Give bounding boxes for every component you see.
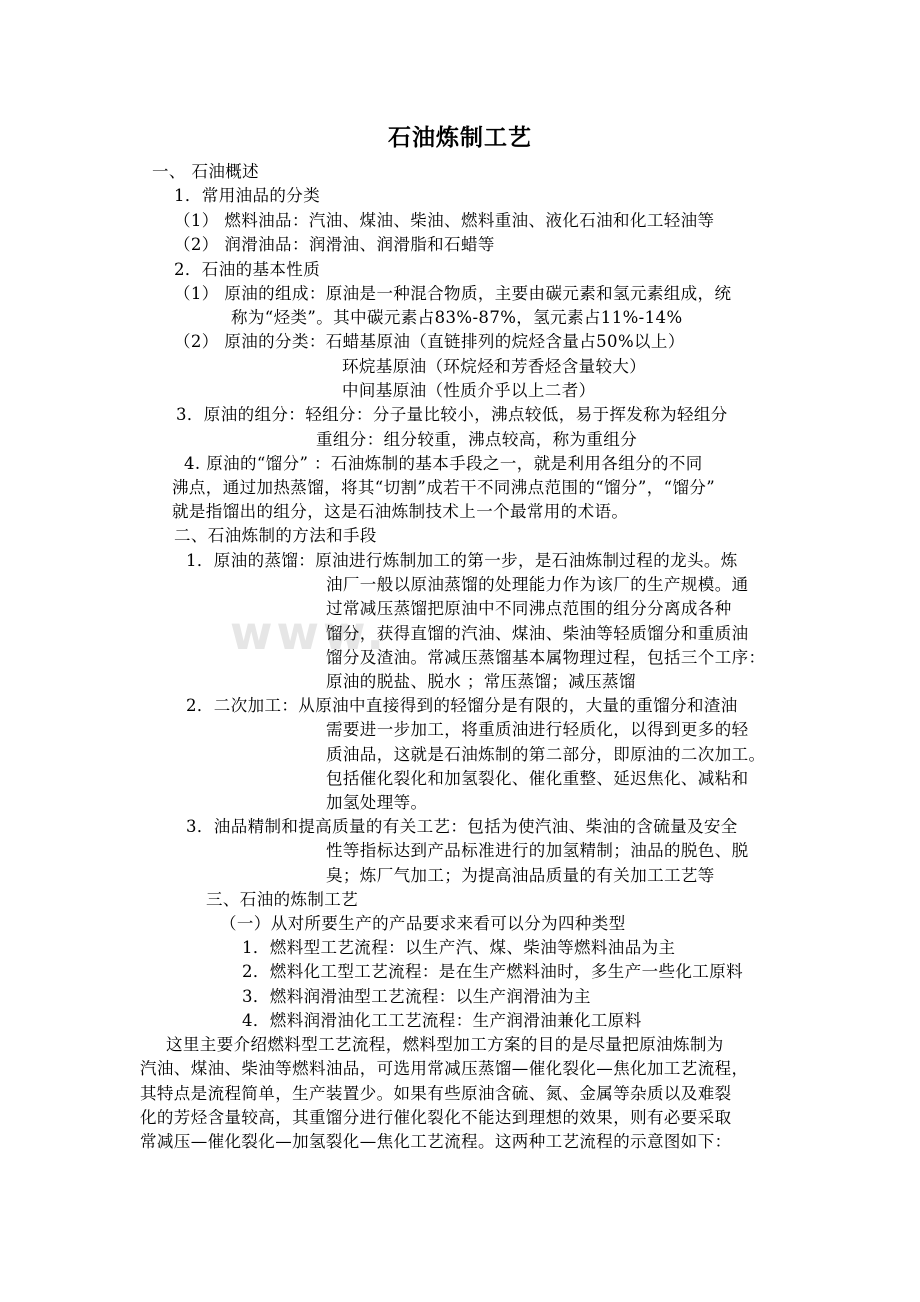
list-item: 3．燃料润滑油型工艺流程：以生产润滑油为主 — [242, 987, 591, 1006]
paragraph-line: 就是指馏出的组分，这是石油炼制技术上一个最常用的术语。 — [172, 502, 629, 521]
section-heading: 一、 石油概述 — [152, 162, 260, 181]
document-title: 石油炼制工艺 — [388, 125, 532, 151]
section-heading: 二、石油炼制的方法和手段 — [174, 526, 377, 545]
paragraph-line: 沸点，通过加热蒸馏，将其“切割”成若干不同沸点范围的“馏分”，“馏分” — [172, 478, 716, 497]
paragraph-line: 环烷基原油（环烷烃和芳香烃含量较大） — [342, 357, 647, 376]
list-item: 1．原油的蒸馏：原油进行炼制加工的第一步，是石油炼制过程的龙头。炼 — [186, 551, 738, 570]
list-item: 4．燃料润滑油化工工艺流程：生产润滑油兼化工原料 — [242, 1011, 642, 1030]
list-item: 3．油品精制和提高质量的有关工艺：包括为使汽油、柴油的含硫量及安全 — [186, 817, 738, 836]
list-item: （1） 原油的组成：原油是一种混合物质，主要由碳元素和氢元素组成，统 — [174, 284, 732, 303]
paragraph-line: 重组分：组分较重，沸点较高，称为重组分 — [316, 430, 638, 449]
paragraph-line: 馏分及渣油。常减压蒸馏基本属物理过程，包括三个工序： — [326, 648, 766, 667]
paragraph-line: 汽油、煤油、柴油等燃料油品，可选用常减压蒸馏—催化裂化—焦化加工艺流程， — [140, 1059, 749, 1078]
section-heading: 三、石油的炼制工艺 — [206, 890, 359, 909]
paragraph-line: 质油品，这就是石油炼制的第二部分，即原油的二次加工。 — [326, 745, 766, 764]
paragraph-line: 馏分，获得直馏的汽油、煤油、柴油等轻质馏分和重质油 — [326, 624, 749, 643]
list-item: 4. 原油的“馏分” ：石油炼制的基本手段之一，就是利用各组分的不同 — [184, 454, 703, 473]
subsection-heading: 2．石油的基本性质 — [174, 260, 321, 279]
paragraph-line: 过常减压蒸馏把原油中不同沸点范围的组分分离成各种 — [326, 599, 732, 618]
paragraph-line: 臭；炼厂气加工；为提高油品质量的有关加工工艺等 — [326, 866, 715, 885]
paragraph-line: 包括催化裂化和加氢裂化、催化重整、延迟焦化、减粘和 — [326, 769, 749, 788]
list-item: 2．燃料化工型工艺流程：是在生产燃料油时，多生产一些化工原料 — [242, 962, 743, 981]
paragraph-line: 化的芳烃含量较高，其重馏分进行催化裂化不能达到理想的效果，则有必要采取 — [140, 1108, 732, 1127]
paragraph-line: 这里主要介绍燃料型工艺流程，燃料型加工方案的目的是尽量把原油炼制为 — [166, 1035, 724, 1054]
paragraph-line: 加氢处理等。 — [326, 793, 428, 812]
paragraph-line: 称为“烃类”。其中碳元素占83%-87%，氢元素占11%-14% — [231, 308, 683, 327]
list-item: （2） 原油的分类：石蜡基原油（直链排列的烷烃含量占50%以上） — [174, 332, 685, 351]
paragraph-line: 常减压—催化裂化—加氢裂化—焦化工艺流程。这两种工艺流程的示意图如下： — [140, 1132, 732, 1151]
list-item: 1．燃料型工艺流程：以生产汽、煤、柴油等燃料油品为主 — [242, 938, 676, 957]
paragraph-line: 油厂一般以原油蒸馏的处理能力作为该厂的生产规模。通 — [326, 575, 749, 594]
list-item: （2） 润滑油品：润滑油、润滑脂和石蜡等 — [174, 235, 495, 254]
paragraph-line: 其特点是流程简单，生产装置少。如果有些原油含硫、氮、金属等杂质以及难裂 — [140, 1084, 732, 1103]
subsection-heading: （一）从对所要生产的产品要求来看可以分为四种类型 — [220, 914, 626, 933]
list-item: 3．原油的组分：轻组分：分子量比较小，沸点较低，易于挥发称为轻组分 — [176, 405, 728, 424]
watermark-text: www. — [230, 606, 389, 660]
paragraph-line: 中间基原油（性质介乎以上二者） — [342, 381, 596, 400]
paragraph-line: 性等指标达到产品标准进行的加氢精制；油品的脱色、脱 — [326, 841, 749, 860]
subsection-heading: 1．常用油品的分类 — [174, 186, 321, 205]
list-item: 2．二次加工：从原油中直接得到的轻馏分是有限的，大量的重馏分和渣油 — [186, 696, 738, 715]
paragraph-line: 需要进一步加工，将重质油进行轻质化，以得到更多的轻 — [326, 720, 749, 739]
paragraph-line: 原油的脱盐、脱水 ；常压蒸馏；减压蒸馏 — [326, 672, 636, 691]
list-item: （1） 燃料油品：汽油、煤油、柴油、燃料重油、液化石油和化工轻油等 — [174, 211, 715, 230]
